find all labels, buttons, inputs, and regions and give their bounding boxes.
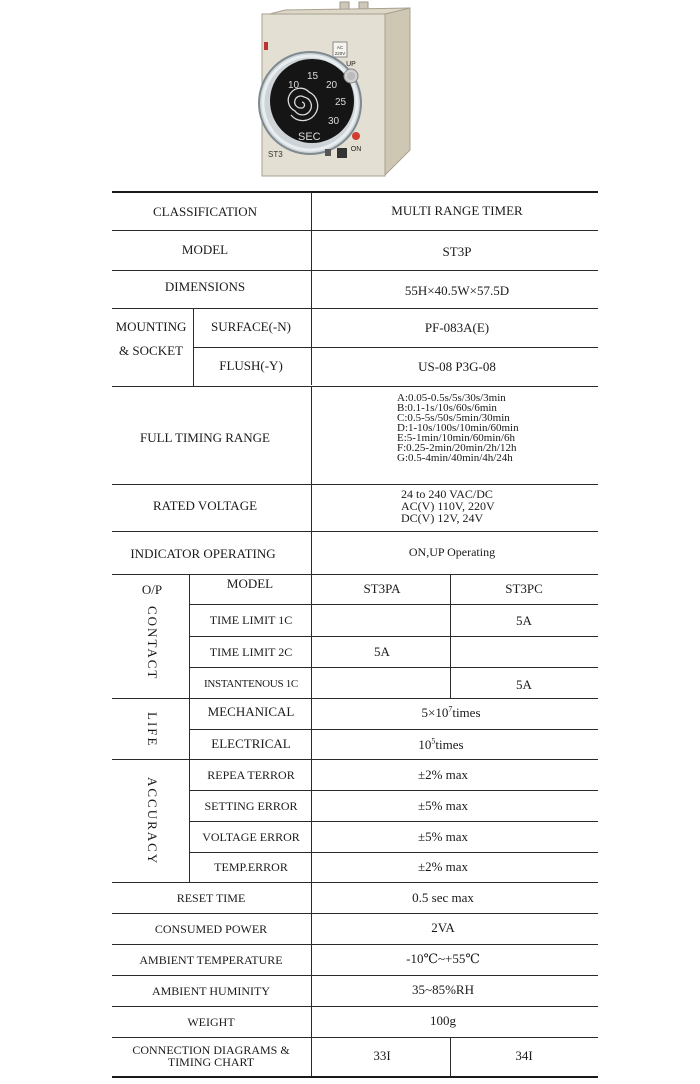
timing-range-list [397, 393, 519, 463]
timing-range-f: F:0.25-2min/20min/2h/12h [397, 442, 517, 454]
connection-label-line-2: TIMING CHART [167, 1055, 255, 1069]
table-bottom-border [112, 1076, 598, 1078]
svg-text:20: 20 [326, 80, 338, 91]
reset-time-value: 0.5 sec max [412, 890, 474, 905]
setting-error-value: ±5% max [417, 798, 469, 813]
voltage-error-label: VOLTAGE ERROR [202, 830, 300, 844]
ambient-temperature-value: -10℃~+55℃ [406, 951, 480, 966]
timing-range-c: C:0.5-5s/50s/5min/30min [397, 412, 510, 424]
op-label: O/P [141, 582, 163, 597]
consumed-power-label: CONSUMED POWER [154, 922, 268, 936]
rated-voltage-line-3: DC(V) 12V, 24V [401, 511, 484, 525]
dimensions-label: DIMENSIONS [164, 279, 246, 294]
rating-label: AC [336, 45, 344, 50]
timer-product-image [0, 0, 700, 190]
connection-value-st3pa: 33I [373, 1048, 391, 1063]
rated-voltage-values [401, 488, 495, 524]
reset-time-label: RESET TIME [176, 891, 246, 905]
surface-label: SURFACE(-N) [211, 319, 291, 334]
indicator-value: ON,UP Operating [408, 545, 496, 559]
model-label: MODEL [181, 242, 229, 257]
svg-text:15: 15 [307, 71, 319, 82]
contact-col-st3pa: ST3PA [363, 581, 401, 596]
svg-text:220V: 220V [334, 51, 346, 56]
mounting-label: MOUNTING [115, 319, 187, 334]
electrical-label: ELECTRICAL [211, 736, 291, 751]
classification-label: CLASSIFICATION [152, 204, 258, 219]
instantaneous-1c-st3pc: 5A [516, 677, 532, 692]
contact-col-st3pc: ST3PC [505, 581, 543, 596]
time-limit-1c-st3pc: 5A [516, 613, 532, 628]
socket-label: & SOCKET [119, 343, 183, 358]
surface-value: PF-083A(E) [424, 320, 490, 335]
svg-text:30: 30 [328, 116, 340, 127]
accuracy-group-label: ACCURACY [145, 777, 160, 866]
dial-sec-label: SEC [298, 131, 321, 143]
svg-text:25: 25 [335, 97, 347, 108]
flush-label: FLUSH(-Y) [219, 358, 283, 373]
repeat-error-label: REPEA TERROR [207, 768, 295, 782]
life-group-label: LIFE [145, 712, 160, 748]
electrical-value: $10^5times$ [418, 736, 464, 752]
voltage-error-value: ±5% max [417, 829, 469, 844]
setting-error-label: SETTING ERROR [204, 799, 298, 813]
timing-range-g: G:0.5-4min/40min/4h/24h [397, 452, 513, 464]
timing-range-e: E:5-1min/10min/60min/6h [397, 432, 515, 444]
connection-label-line-1: CONNECTION DIAGRAMS & [132, 1043, 290, 1057]
ambient-humidity-value: 35~85%RH [412, 982, 474, 997]
contact-model-label: MODEL [226, 576, 274, 591]
rated-voltage-line-2: AC(V) 110V, 220V [401, 499, 495, 513]
connection-value-st3pc: 34I [515, 1048, 533, 1063]
mechanical-value: $5\times 10^7times$ [421, 704, 481, 720]
dial-number-10: 10 [288, 80, 300, 91]
ambient-temperature-label: AMBIENT TEMPERATURE [139, 953, 283, 967]
flush-value: US-08 P3G-08 [418, 359, 496, 374]
rated-voltage-label: RATED VOLTAGE [152, 498, 258, 513]
model-mark: ST3 [268, 150, 283, 159]
model-value: ST3P [442, 244, 472, 259]
ambient-humidity-label: AMBIENT HUMINITY [151, 984, 271, 998]
repeat-error-value: ±2% max [417, 767, 469, 782]
table-top-border [112, 191, 598, 193]
time-limit-1c-label: TIME LIMIT 1C [209, 613, 293, 627]
timing-range-label: FULL TIMING RANGE [140, 430, 270, 445]
up-indicator-label: UP [346, 61, 356, 68]
time-limit-2c-label: TIME LIMIT 2C [209, 645, 293, 659]
indicator-label: INDICATOR OPERATING [130, 546, 276, 561]
temp-error-label: TEMP.ERROR [214, 860, 288, 874]
rated-voltage-line-1: 24 to 240 VAC/DC [401, 487, 493, 501]
mechanical-label: MECHANICAL [207, 704, 295, 719]
weight-label: WEIGHT [187, 1015, 235, 1029]
on-indicator-label: ON [350, 146, 362, 153]
dimensions-value: 55H×40.5W×57.5D [404, 283, 510, 298]
temp-error-value: ±2% max [417, 859, 469, 874]
weight-value: 100g [430, 1013, 456, 1028]
instantaneous-1c-label: INSTANTENOUS 1C [204, 678, 298, 690]
consumed-power-value: 2VA [431, 920, 455, 935]
time-limit-2c-st3pa: 5A [374, 644, 390, 659]
classification-value: MULTI RANGE TIMER [391, 203, 523, 218]
timing-range-b: B:0.1-1s/10s/60s/6min [397, 402, 497, 414]
timing-range-d: D:1-10s/100s/10min/60min [397, 422, 519, 434]
contact-group-label: CONTACT [145, 606, 160, 681]
timing-range-a: A:0.05-0.5s/5s/30s/3min [397, 392, 506, 404]
